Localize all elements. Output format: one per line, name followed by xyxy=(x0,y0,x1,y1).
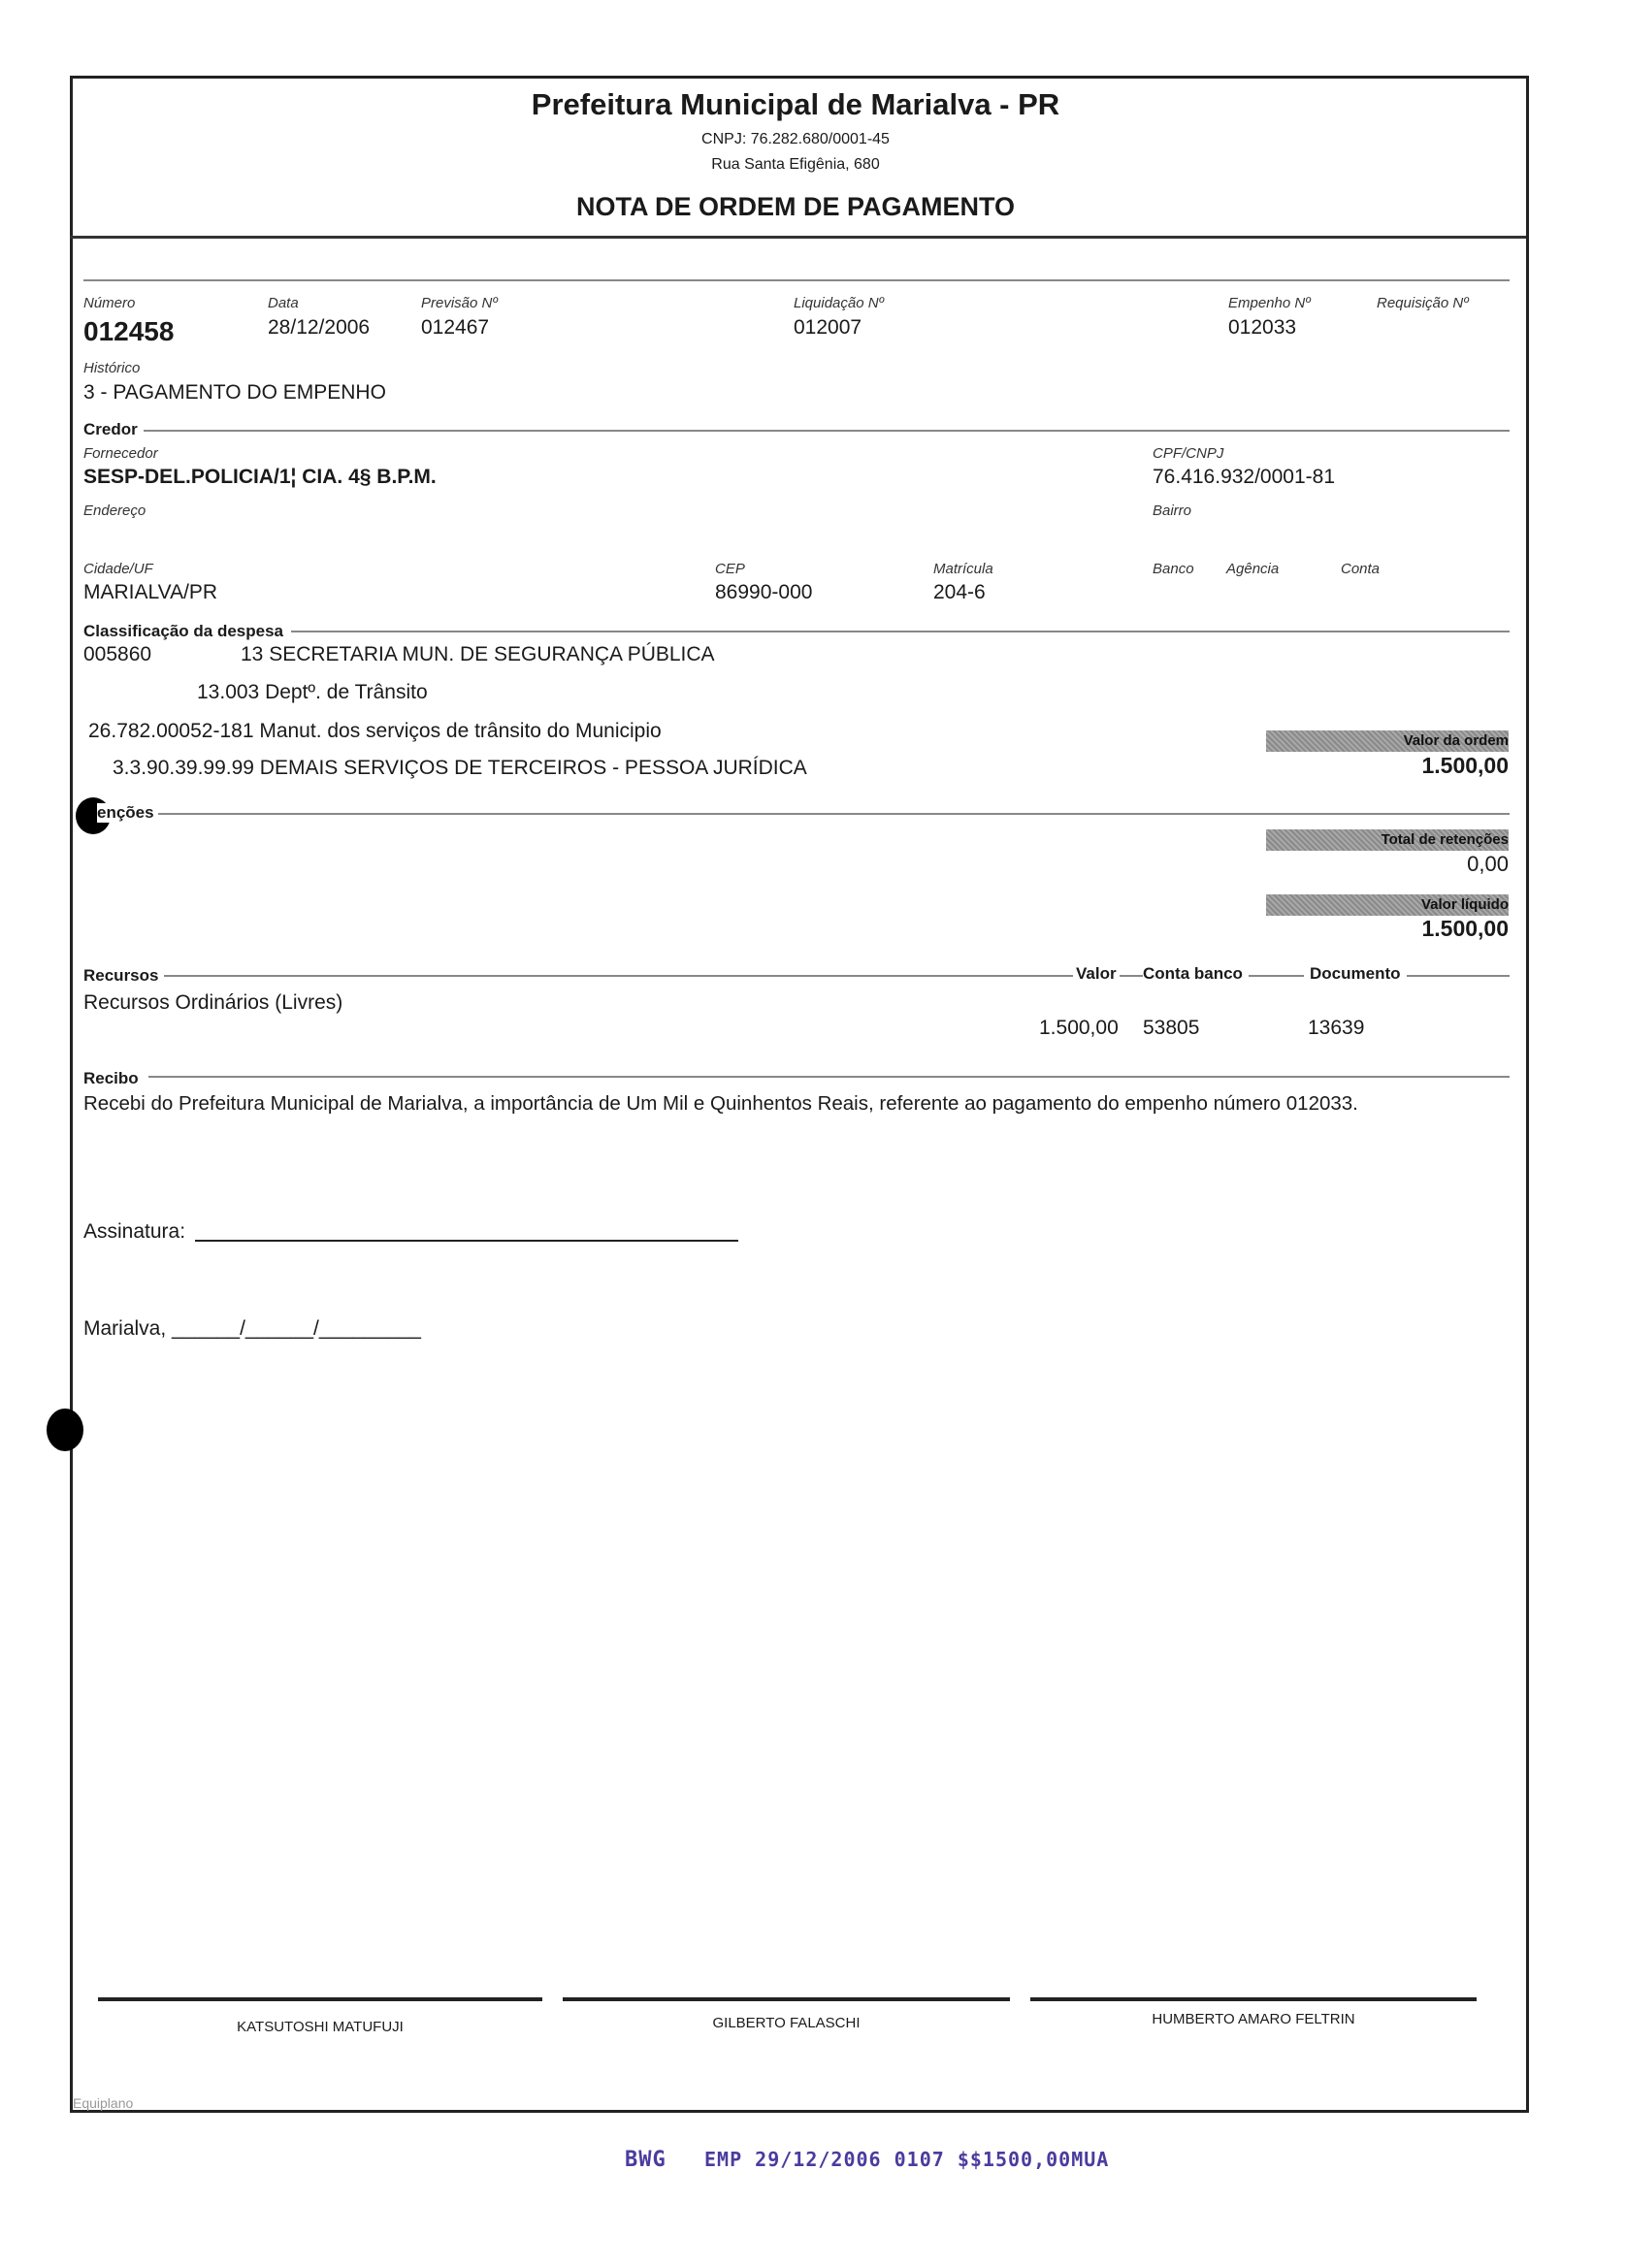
header-divider xyxy=(70,236,1526,239)
data-value: 28/12/2006 xyxy=(268,316,371,339)
classificacao-code: 005860 xyxy=(83,643,152,665)
cep-label: CEP xyxy=(715,561,745,577)
valor-liquido-label: Valor líquido xyxy=(1266,894,1509,916)
liquidacao-value: 012007 xyxy=(794,316,862,339)
assinatura-line xyxy=(195,1240,738,1242)
divider xyxy=(83,631,1510,632)
empenho-value: 012033 xyxy=(1228,316,1297,339)
local-date: Marialva, ______/______/_________ xyxy=(83,1317,421,1340)
signature-line xyxy=(563,1997,1010,2001)
requisicao-label: Requisição Nº xyxy=(1377,295,1469,311)
cnpj: CNPJ: 76.282.680/0001-45 xyxy=(701,131,890,147)
signatory-name: HUMBERTO AMARO FELTRIN xyxy=(1152,2011,1355,2027)
banco-label: Banco xyxy=(1153,561,1194,577)
valor-liquido-value: 1.500,00 xyxy=(1421,916,1509,941)
recursos-documento: 13639 xyxy=(1308,1017,1365,1039)
unidade: 13.003 Deptº. de Trânsito xyxy=(197,681,428,703)
recibo-text: Recebi do Prefeitura Municipal de Marialva, a importância de Um Mil e Quinhentos Reais, referente ao pagamento do empenho número 012033. xyxy=(83,1092,1358,1115)
orgao: 13 SECRETARIA MUN. DE SEGURANÇA PÚBLICA xyxy=(241,643,715,665)
bank-stamp-logo: BWG xyxy=(625,2148,667,2172)
conta-label: Conta xyxy=(1341,561,1381,577)
recursos-conta-label: Conta banco xyxy=(1143,964,1249,984)
divider xyxy=(83,813,1510,815)
fornecedor-label: Fornecedor xyxy=(83,445,158,462)
signature-line xyxy=(98,1997,542,2001)
cidade-value: MARIALVA/PR xyxy=(83,581,218,603)
elemento: 3.3.90.39.99.99 DEMAIS SERVIÇOS DE TERCEIROS - PESSOA JURÍDICA xyxy=(113,757,807,779)
matricula-label: Matrícula xyxy=(933,561,993,577)
matricula-value: 204-6 xyxy=(933,581,986,603)
numero-label: Número xyxy=(83,295,136,311)
cpf-value: 76.416.932/0001-81 xyxy=(1153,466,1336,488)
bairro-label: Bairro xyxy=(1153,502,1192,519)
empenho-label: Empenho Nº xyxy=(1228,295,1311,311)
historico-label: Histórico xyxy=(83,360,141,376)
divider xyxy=(83,430,1510,432)
agencia-label: Agência xyxy=(1226,561,1280,577)
valor-ordem-value: 1.500,00 xyxy=(1421,753,1509,778)
data-label: Data xyxy=(268,295,299,311)
recursos-valor-label: Valor xyxy=(1073,964,1120,984)
page-title: Prefeitura Municipal de Marialva - PR xyxy=(531,87,1060,121)
software-footer: Equiplano xyxy=(73,2095,134,2111)
signatory-name: GILBERTO FALASCHI xyxy=(712,2015,861,2031)
recursos-descricao: Recursos Ordinários (Livres) xyxy=(83,991,343,1014)
recursos-conta: 53805 xyxy=(1143,1017,1200,1039)
cep-value: 86990-000 xyxy=(715,581,813,603)
signature-line xyxy=(1030,1997,1477,2001)
fornecedor-value: SESP-DEL.POLICIA/1¦ CIA. 4§ B.P.M. xyxy=(83,466,437,488)
total-retencoes-label: Total de retenções xyxy=(1266,829,1509,851)
previsao-label: Previsão Nº xyxy=(421,295,498,311)
cpf-label: CPF/CNPJ xyxy=(1153,445,1224,462)
document-title: NOTA DE ORDEM DE PAGAMENTO xyxy=(575,192,1015,221)
classificacao-section: Classificação da despesa xyxy=(83,622,291,641)
bank-stamp-text: EMP 29/12/2006 0107 $$1500,00MUA xyxy=(704,2148,1110,2171)
divider xyxy=(83,975,1510,977)
liquidacao-label: Liquidação Nº xyxy=(794,295,885,311)
punch-hole-mark xyxy=(47,1409,83,1451)
endereco-label: Endereço xyxy=(83,502,146,519)
previsao-value: 012467 xyxy=(421,316,490,339)
historico-value: 3 - PAGAMENTO DO EMPENHO xyxy=(83,381,386,404)
address: Rua Santa Efigênia, 680 xyxy=(711,156,880,173)
assinatura-label: Assinatura: xyxy=(83,1220,186,1243)
recursos-valor: 1.500,00 xyxy=(1039,1017,1119,1039)
numero-value: 012458 xyxy=(83,316,175,346)
retencoes-section: enções xyxy=(97,803,158,823)
cidade-label: Cidade/UF xyxy=(83,561,153,577)
total-retencoes-value: 0,00 xyxy=(1467,852,1509,876)
recibo-section: Recibo xyxy=(83,1069,148,1088)
divider xyxy=(83,1076,1510,1078)
valor-ordem-label: Valor da ordem xyxy=(1266,730,1509,752)
recursos-documento-label: Documento xyxy=(1304,964,1407,984)
recursos-section: Recursos xyxy=(83,966,164,986)
funcional: 26.782.00052-181 Manut. dos serviços de trânsito do Municipio xyxy=(88,720,662,742)
credor-section: Credor xyxy=(83,420,144,439)
divider xyxy=(83,279,1510,281)
signatory-name: KATSUTOSHI MATUFUJI xyxy=(237,2019,404,2035)
